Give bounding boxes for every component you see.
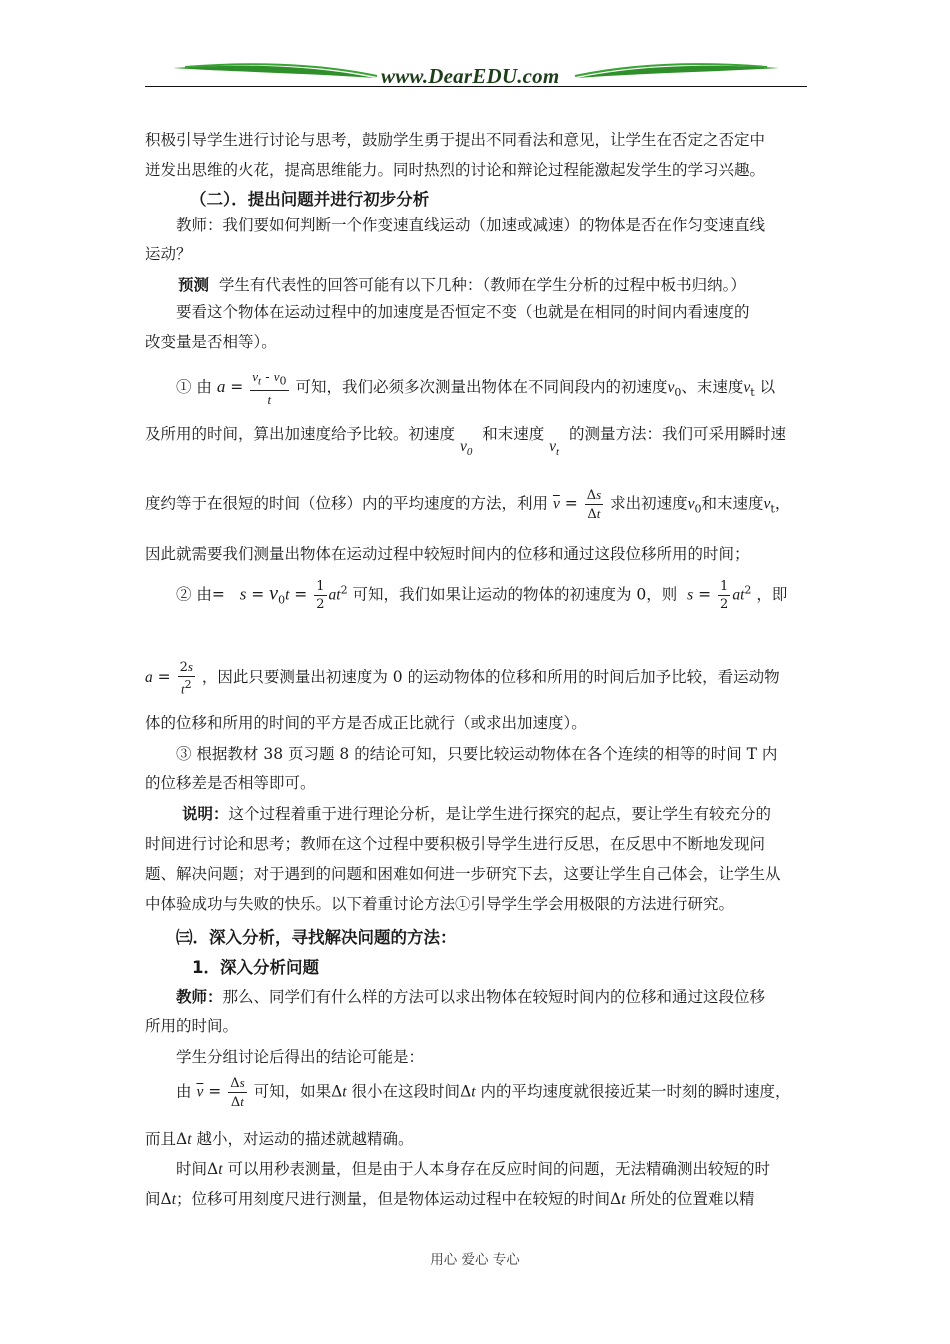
limit-method-line: 由 $\overline{v}$ = $\frac{\Delta s}{\Delta t}$ 可知，如果Δt 很小在这段时间Δt 内的平均速度就很接近某一时刻的瞬时速度，	[176, 1075, 791, 1110]
average-velocity-formula: $\frac{\Delta s}{\Delta t}$	[230, 1075, 245, 1110]
text-span: 可知，如果	[253, 1082, 332, 1101]
paragraph-line: 积极引导学生进行讨论与思考，鼓励学生勇于提出不同看法和意见，让学生在否定之否定中	[145, 131, 766, 149]
paragraph-line: 题、解决问题；对于遇到的问题和困难如何进一步研究下去，这要让学生自己体会，让学生从	[145, 865, 781, 883]
prediction-line	[178, 272, 840, 298]
text-span: ；位移可用刻度尺进行测量，但是物体运动过程中在较短的时间	[176, 1190, 611, 1208]
text-span: 所处的位置难以精	[630, 1190, 755, 1208]
acceleration-from-displacement-formula: $\frac{2s}{t^2}$	[179, 659, 193, 697]
text-span: ，因此只要测量出初速度为 0 的运动物体的位移和所用的时间后加予比较，看运动物	[201, 668, 780, 687]
text-span: ，	[774, 494, 791, 513]
displacement-formula: $\frac{1}{2}$	[316, 579, 325, 612]
paragraph-line: 改变量是否相等）。	[145, 333, 277, 351]
page-footer: 用心 爱心 专心	[430, 1252, 520, 1268]
method-1-line: ① 由 a = $\frac{v_t - v_0}{t}$ 可知，我们必须多次测量出物体在不同间段内的初速度$v_0$、末速度$v_t$ 以	[176, 369, 776, 407]
text-span: 度约等于在很短的时间（位移）内的平均速度的方法，利用	[145, 494, 549, 513]
text-span: ② 由=	[176, 585, 225, 604]
displacement-formula-zero: $\frac{1}{2}$	[720, 579, 729, 612]
text-span: 和末速度	[701, 494, 764, 513]
acceleration-formula: $\frac{v_t - v_0}{t}$	[252, 369, 287, 407]
text-span: 由	[176, 1082, 192, 1101]
text-span: 及所用的时间，算出加速度给予比较。初速度	[145, 425, 456, 443]
text-span: 可知，我们如果让运动的物体的初速度为 0，则	[352, 585, 678, 604]
paragraph-line: 体的位移和所用的时间的平方是否成正比就行（或求出加速度）。	[145, 714, 587, 732]
paragraph-line: 所用的时间。	[145, 1017, 239, 1035]
text-span: 间	[145, 1190, 161, 1208]
text-span: 这个过程着重于进行理论分析，是让学生进行探究的起点，要让学生有较充分的	[228, 805, 772, 823]
section-heading-3: ㈢．深入分析，寻找解决问题的方法：	[176, 928, 457, 947]
text-span: 很小在这段时间	[351, 1082, 461, 1101]
text-span: 求出初速度	[610, 494, 688, 513]
prediction-text: 学生有代表性的回答可能有以下几种：（教师在学生分析的过程中板书归纳。）	[218, 276, 746, 294]
paragraph-line: ③ 根据教材 38 页习题 8 的结论可知，只要比较运动物体在各个连续的相等的时间 T 内	[176, 745, 778, 763]
paragraph-line: 时间进行讨论和思考；教师在这个过程中要积极引导学生进行反思，在反思中不断地发现问	[145, 835, 766, 853]
text-span: 而且	[145, 1130, 177, 1148]
text-span: 可知，我们必须多次测量出物体在不同间段内的初速度	[295, 377, 668, 396]
text-span: ① 由	[176, 377, 212, 396]
paragraph-line: 及所用的时间，算出加速度给予比较。初速度 $v_0$ 和末速度 $v_t$ 的测量方法：我们可采用瞬时速	[145, 425, 786, 459]
text-span: 和末速度	[482, 425, 545, 443]
paragraph-line: 度约等于在很短的时间（位移）内的平均速度的方法，利用 $\overline{v}$ = $\frac{\Delta s}{\Delta t}$ 求出初速度$v_0$和末速度$v_t$，	[145, 487, 791, 522]
text-span: 时间	[176, 1160, 208, 1178]
paragraph-line: 运动？	[145, 245, 192, 263]
site-url: www.DearEDU.com	[381, 64, 560, 88]
text-span: 以	[759, 377, 776, 396]
prediction-label: 预测	[178, 275, 210, 294]
text-span: 可以用秒表测量，但是由于人本身存在反应时间的问题，无法精确测出较短的时	[227, 1160, 770, 1178]
teacher-line	[176, 984, 838, 1010]
note-line	[182, 801, 844, 827]
paragraph-line: 的位移差是否相等即可。	[145, 774, 316, 792]
text-span: ，即	[756, 585, 788, 604]
paragraph-line: a = $\frac{2s}{t^2}$ ，因此只要测量出初速度为 0 的运动物体的位移和所用的时间后加予比较，看运动物	[145, 659, 780, 697]
text-span: 内的平均速度就很接近某一时刻的瞬时速度，	[480, 1082, 791, 1101]
paragraph-line: 因此就需要我们测量出物体在运动过程中较短时间内的位移和通过这段位移所用的时间；	[145, 545, 750, 563]
paragraph-line: 而且Δt 越小，对运动的描述就越精确。	[145, 1130, 414, 1148]
text-span: 的测量方法：我们可采用瞬时速	[568, 425, 786, 443]
paragraph-line: 时间Δt 可以用秒表测量，但是由于人本身存在反应时间的问题，无法精确测出较短的时	[176, 1160, 770, 1178]
paragraph-line: 中体验成功与失败的快乐。以下着重讨论方法①引导学生学会用极限的方法进行研究。	[145, 895, 735, 913]
note-label: 说明：	[182, 804, 229, 823]
subsection-heading: 1．深入分析问题	[192, 958, 319, 977]
paragraph-line: 学生分组讨论后得出的结论可能是：	[176, 1048, 425, 1066]
paragraph-line: 教师：我们要如何判断一个作变速直线运动（加速或减速）的物体是否在作匀变速直线	[176, 216, 766, 234]
text-span: 、末速度	[681, 377, 744, 396]
teacher-label: 教师：	[176, 987, 223, 1006]
paragraph-line: 要看这个物体在运动过程中的加速度是否恒定不变（也就是在相同的时间内看速度的	[176, 303, 750, 321]
paragraph-line: 迸发出思维的火花，提高思维能力。同时热烈的讨论和辩论过程能激起发学生的学习兴趣。	[145, 161, 766, 179]
section-heading-2: （二）．提出问题并进行初步分析	[190, 190, 430, 209]
method-2-line: ② 由= $s = v_0t$ = $\frac{1}{2}$ $at^2$ 可知，我们如果让运动的物体的初速度为 0，则 s = $\frac{1}{2}$ $at^2$ ，即	[176, 579, 788, 612]
header-divider	[145, 86, 807, 87]
text-span: 越小，对运动的描述就越精确。	[196, 1130, 414, 1148]
average-velocity-formula: $\frac{\Delta s}{\Delta t}$	[586, 487, 602, 522]
text-span: 那么、同学们有什么样的方法可以求出物体在较短时间内的位移和通过这段位移	[222, 988, 766, 1006]
paragraph-line: 间Δt；位移可用刻度尺进行测量，但是物体运动过程中在较短的时间Δt 所处的位置难以精	[145, 1190, 755, 1208]
